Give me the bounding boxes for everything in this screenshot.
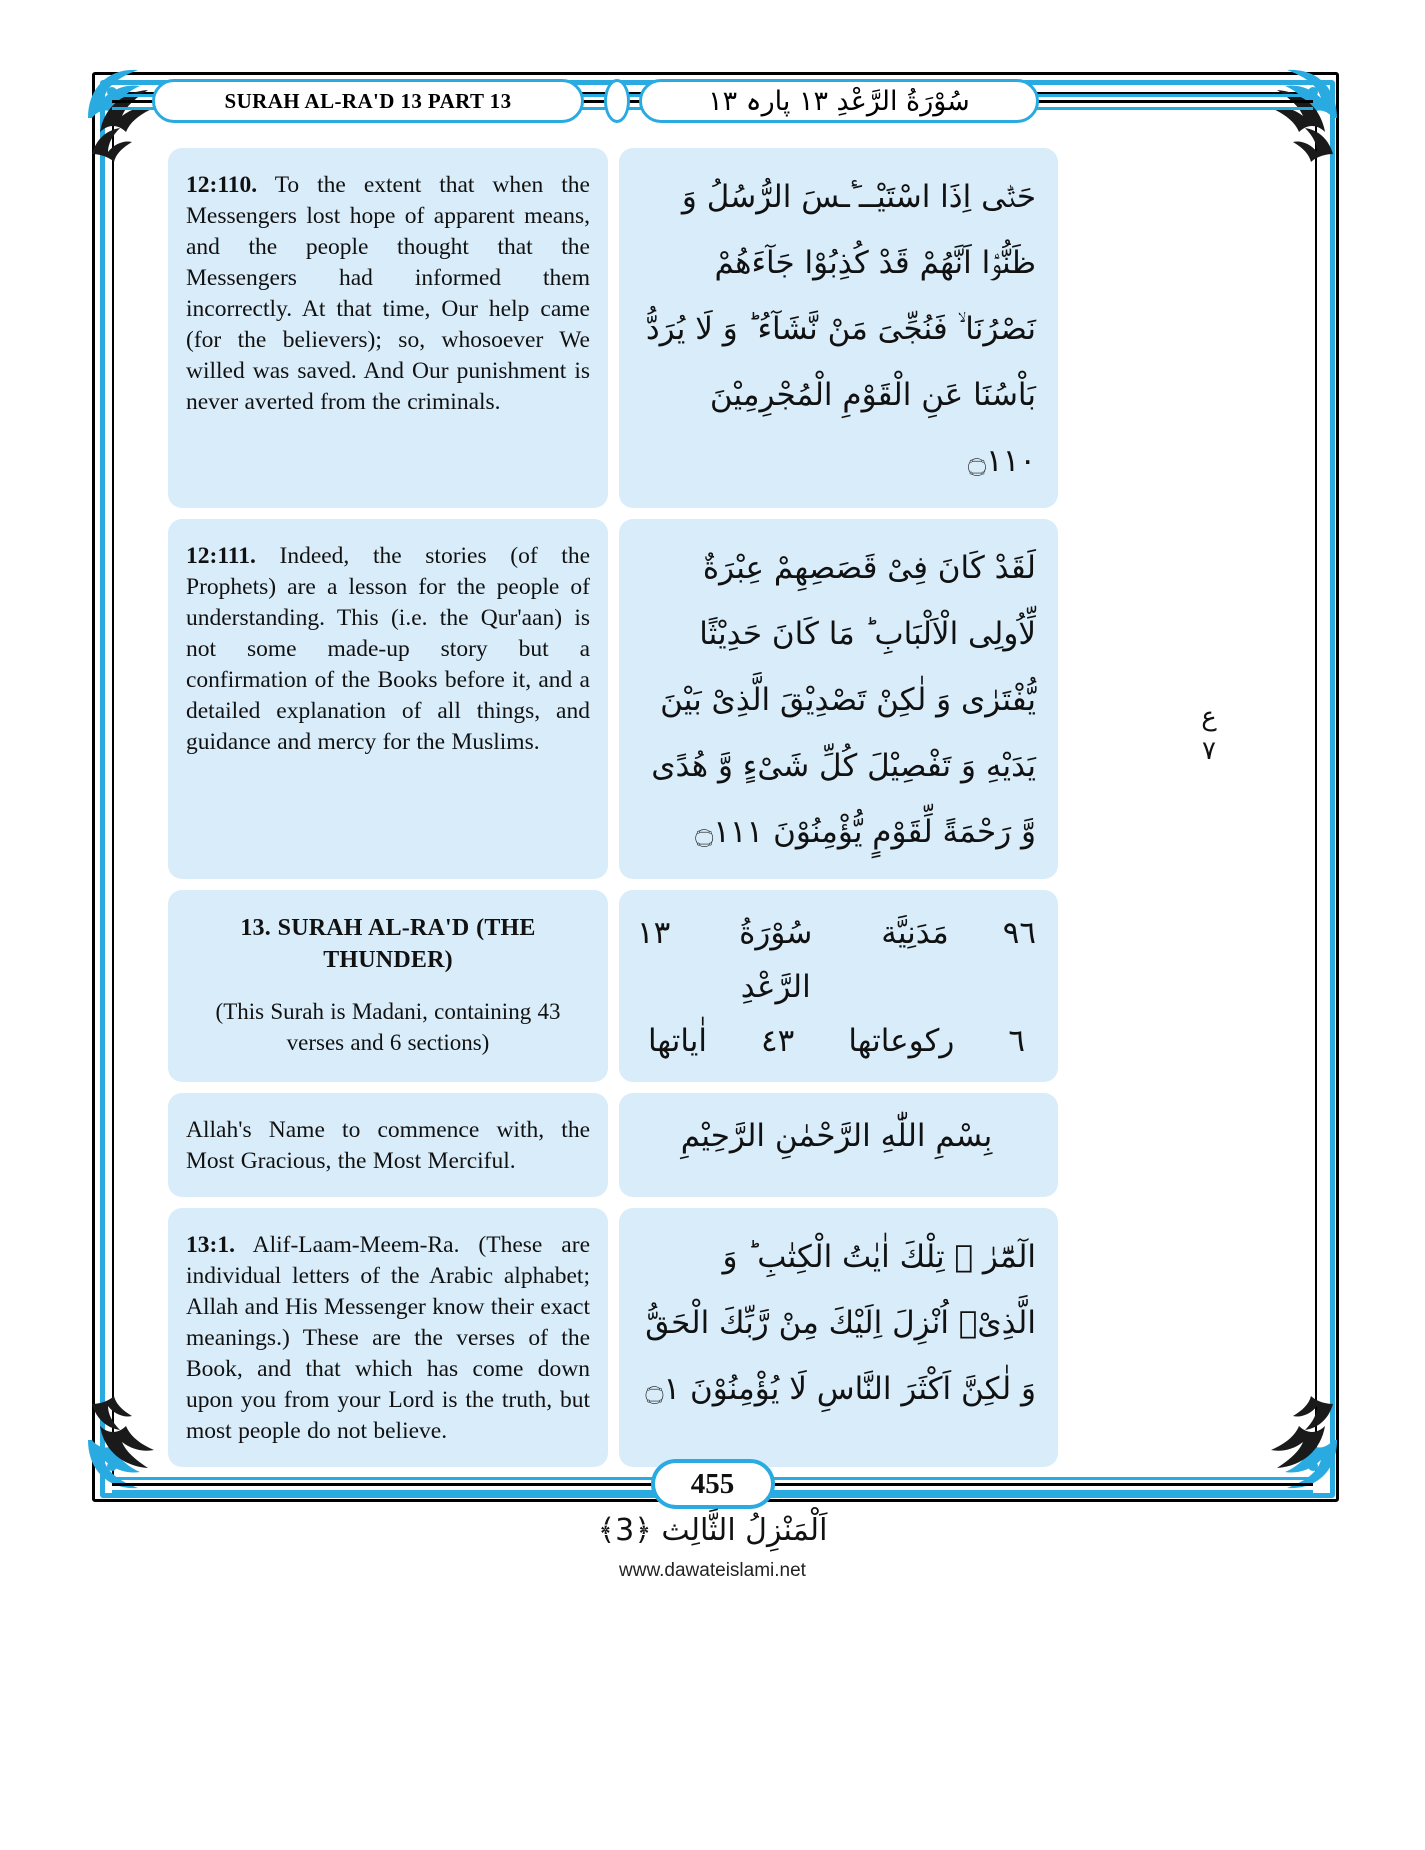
header-arabic-pill [639,79,1039,123]
website-url: www.dawateislami.net [619,1560,806,1581]
page-number: 455 [651,1459,775,1509]
surah-arabic-number: ١٣ [637,915,671,951]
verse-grid [168,148,1258,1467]
bismillah-translation-cell: Allah's Name to commence with, the Most Gracious, the Most Merciful. [168,1093,608,1197]
verse-number: 12:110. [186,172,258,198]
manzil-label: اَلْمَنْزِلُ الثَّالِث ﴿3﴾ [597,1513,828,1548]
surah-sections-value: ٦ [1008,1023,1026,1059]
verse-row [168,519,1258,879]
surah-arabic-line-1 [637,906,1036,1014]
surah-arabic-name: سُوْرَةُ الرَّعْدِ [739,915,813,1005]
verse-number: 12:111. [186,543,256,569]
bismillah-row [168,1093,1258,1197]
header-english-title: SURAH AL-RA'D 13 PART 13 [224,88,512,113]
ruku-number: ۷ [1202,736,1216,766]
arabic-cell: لَقَدْ كَانَ فِیْ قَصَصِهِمْ عِبْرَةٌ لِّاُولِی الْاَلْبَابِ ؕ مَا كَانَ حَدِیْثًا یُّفْتَرٰى وَ لٰكِنْ تَصْدِیْقَ الَّذِیْ بَیْنَ یَدَیْهِ وَ تَفْصِیْلَ كُلِّ شَیْءٍ وَّ هُدًى وَّ رَحْمَةً لِّقَوْمٍ یُّؤْمِنُوْنَ ۝١١١ [619,519,1058,879]
surah-subtitle: (This Surah is Madani, containing 43 verses and 6 sections) [215,999,561,1055]
arabic-cell: حَتّٰۤى اِذَا اسْتَیْــٴَـسَ الرُّسُلُ وَ ظَنُّوْۤا اَنَّهُمْ قَدْ كُذِبُوْا جَآءَهُمْ نَصْرُنَا ۙ فَنُجِّیَ مَنْ نَّشَآءُ ؕ وَ لَا یُرَدُّ بَاْسُنَا عَنِ الْقَوْمِ الْمُجْرِمِیْنَ ۝١١٠ [619,148,1058,508]
surah-sections-label: رکوعاتها [848,1023,955,1059]
surah-arabic-line-2 [637,1014,1036,1068]
surah-title: 13. SURAH AL-RA'D (THE THUNDER) [240,915,536,973]
page-footer [112,1455,1313,1513]
ruku-label: ع [1201,702,1217,732]
verse-row [168,1208,1258,1467]
surah-heading-arabic-cell [619,890,1058,1082]
surah-heading-cell [168,890,608,1082]
arabic-cell: الٓمّٓرٰ ۫ تِلْكَ اٰیٰتُ الْكِتٰبِ ؕ وَ الَّذِیْۤ اُنْزِلَ اِلَیْكَ مِنْ رَّبِّكَ الْحَقُّ وَ لٰكِنَّ اَكْثَرَ النَّاسِ لَا یُؤْمِنُوْنَ ۝١ [619,1208,1058,1467]
surah-arabic-type: مَدَنِيَّة [881,915,949,951]
translation-text: Indeed, the stories (of the Prophets) are a lesson for the people of understanding. This (i.e. the Qur'aan) is not some made-up story but a confirmation of the Books before it, and a detailed explanation of all things, and guidance and mercy for the Muslims. [186,543,590,755]
surah-verses-label: اٰیاتها [647,1023,708,1059]
verse-number: 13:1. [186,1232,235,1258]
surah-heading-row [168,890,1258,1082]
translation-cell [168,519,608,879]
header-english-pill [152,79,584,123]
surah-verses-value: ٤٣ [761,1023,795,1059]
header-arabic-title: سُوْرَةُ الرَّعْدِ ١٣ پارہ ١٣ [708,85,970,117]
bismillah-arabic-cell: بِسْمِ اللّٰهِ الرَّحْمٰنِ الرَّحِیْمِ [619,1093,1058,1197]
page-header [112,74,1313,130]
translation-cell [168,148,608,508]
translation-cell [168,1208,608,1467]
translation-text: Alif-Laam-Meem-Ra. (These are individual letters of the Arabic alphabet; Allah and His Messenger know their exact meanings.) These are the verses of the Book, and that which has come down upon you from your Lord is the truth, but most people do not believe. [186,1232,590,1444]
header-divider-dot [604,79,630,123]
translation-text: To the extent that when the Messengers lost hope of apparent means, and the people thought that the Messengers had informed them incorrectly. At that time, Our help came (for the believers); so, whosoever We willed was saved. And Our punishment is never averted from the criminals. [186,172,590,415]
verse-row [168,148,1258,508]
surah-arabic-order: ٩٦ [1002,915,1036,951]
